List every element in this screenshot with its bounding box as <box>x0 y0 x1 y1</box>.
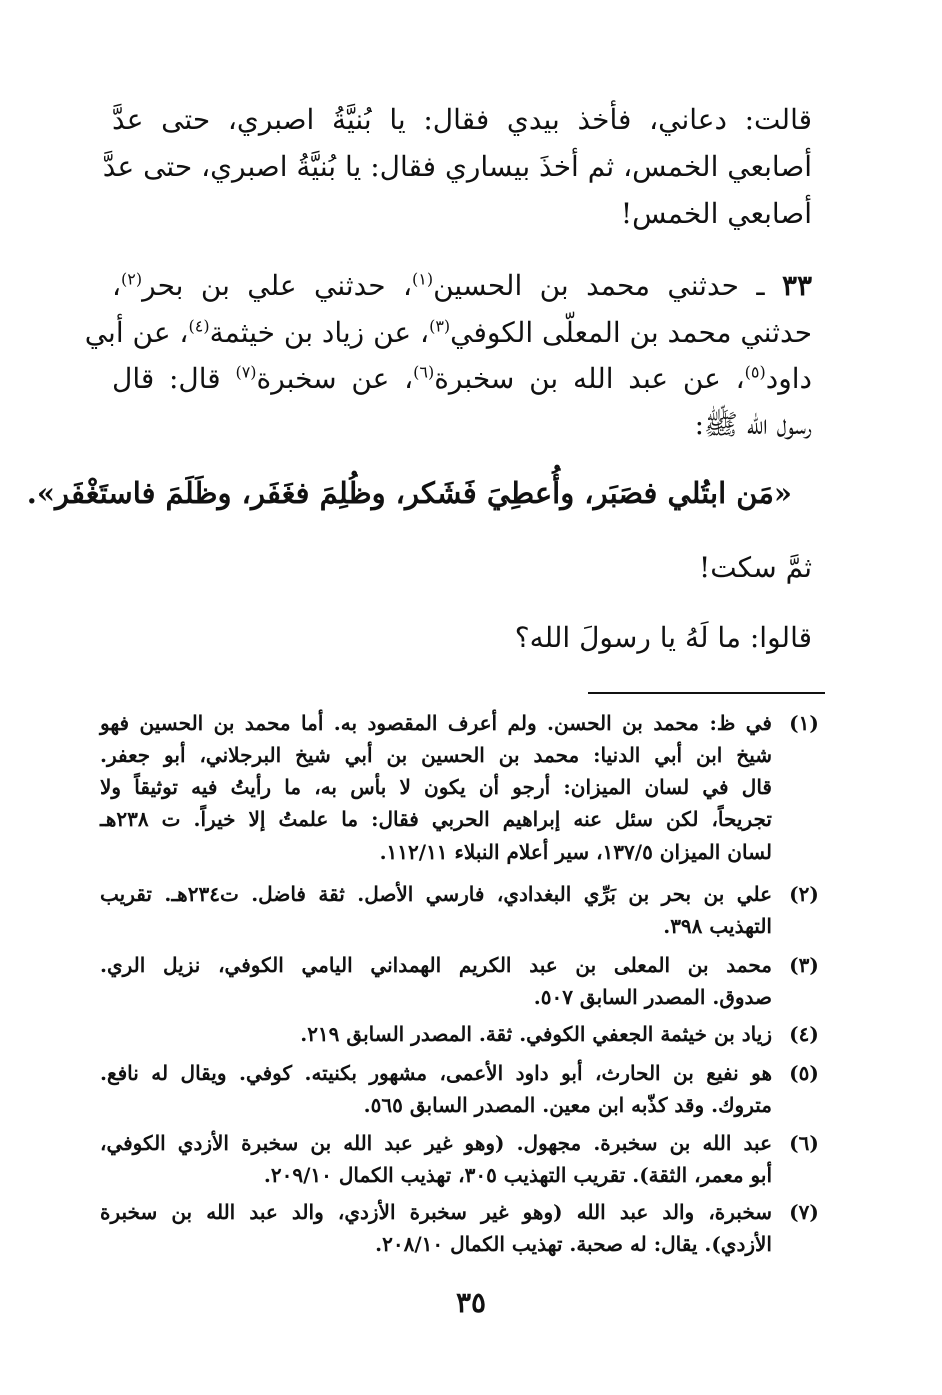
footnote-ref: (٢) <box>121 269 143 289</box>
footnote-line: زياد بن خيثمة الجعفي الكوفي. ثقة. المصدر السابق ٢١٩. <box>300 1022 772 1046</box>
footnote-number: (٦) <box>789 1131 819 1155</box>
footnote-number: (٣) <box>789 953 819 977</box>
footnote-line: تجريحاً، لكن سئل عنه إبراهيم الحربي فقال: ما علمتُ إلا خيراً. ت ٢٣٨هـ <box>100 807 772 831</box>
footnote-line: صدوق. المصدر السابق ٥٠٧. <box>533 985 772 1009</box>
text-line: أصابعي الخمس! <box>620 197 812 230</box>
isnad-line: داود$^{(٥)}$، عن عبد الله بن سخبرة$^{(٦)}$، عن سخبرة$^{(٧)}$ قال: قال <box>112 362 813 395</box>
footnote-line: محمد بن المعلى بن عبد الكريم الهمداني اليامي الكوفي، نزيل الري. <box>100 953 772 977</box>
text-line: قالت: دعاني، فأخذ بيدي فقال: يا بُنيَّةُ اصبري، حتى عدَّ <box>112 103 812 136</box>
isnad-line: رسول الله ﷺ: <box>694 408 812 441</box>
isnad-line: ٣٣ ـ حدثني محمد بن الحسين$^{(١)}$، حدثني علي بن بحر$^{(٢)}$، <box>112 269 813 302</box>
footnote-ref: (٣) <box>429 316 451 336</box>
footnote-ref: (٦) <box>413 362 435 382</box>
footnote-ref: (٤) <box>188 316 210 336</box>
footnote-number: (٥) <box>789 1061 819 1085</box>
text-line: قالوا: ما لَهُ يا رسولَ الله؟ <box>514 621 812 654</box>
footnote-ref: (٧) <box>235 362 257 382</box>
footnote-line: سخبرة، والد عبد الله (وهو غير سخبرة الأزدي، والد عبد الله بن سخبرة <box>100 1200 772 1224</box>
footnote-line: التهذيب ٣٩٨. <box>663 914 772 938</box>
footnote-ref: (٥) <box>744 362 766 382</box>
text-line: أصابعي الخمس، ثم أخذَ بيساري فقال: يا بُنيَّةُ اصبري، حتى عدَّ <box>102 150 812 183</box>
footnote-line: أبو معمر، الثقة). تقريب التهذيب ٣٠٥، تهذيب الكمال ٢٠٩/١٠. <box>263 1163 772 1187</box>
text-line: ثمَّ سكت! <box>699 551 812 584</box>
hadith-text: «مَن ابتُلي فصَبَر، وأُعطِيَ فَشَكر، وظُلِمَ فغَفَر، وظَلَمَ فاستَغْفَر». <box>26 476 792 510</box>
footnote-line: لسان الميزان ١٣٧/٥، سير أعلام النبلاء ١١٢/١١. <box>379 840 772 864</box>
footnote-number: (٢) <box>789 882 819 906</box>
footnote-line: عبد الله بن سخبرة. مجهول. (وهو غير عبد الله بن سخبرة الأزدي الكوفي، <box>100 1131 772 1155</box>
isnad-line: حدثني محمد بن المعلّى الكوفي$^{(٣)}$، عن زياد بن خيثمة$^{(٤)}$، عن أبي <box>84 316 812 349</box>
footnote-number: (٤) <box>789 1022 819 1046</box>
footnote-separator <box>588 692 825 694</box>
footnote-line: علي بن بحر بن بَرِّي البغدادي، فارسي الأصل. ثقة فاضل. ت٢٣٤هـ. تقريب <box>100 882 772 906</box>
footnote-number: (٧) <box>789 1200 819 1224</box>
hadith-number: ٣٣ <box>781 269 813 302</box>
footnote-ref: (١) <box>412 269 434 289</box>
footnote-line: شيخ ابن أبي الدنيا: محمد بن الحسين بن أبي شيخ البرجلاني، أبو جعفر. <box>100 743 772 767</box>
footnote-line: متروك. وقد كذّبه ابن معين. المصدر السابق ٥٦٥. <box>363 1093 772 1117</box>
footnote-line: في ظ: محمد بن الحسن. ولم أعرف المقصود به. أما محمد بن الحسين فهو <box>100 711 772 735</box>
footnote-number: (١) <box>789 711 819 735</box>
footnote-line: هو نفيع بن الحارث، أبو داود الأعمى، مشهور بكنيته. كوفي. ويقال له نافع. <box>100 1061 772 1085</box>
footnote-line: قال في لسان الميزان: أرجو أن يكون لا بأس به، ما رأيتُ فيه توثيقاً ولا <box>100 775 772 799</box>
page-number: ٣٥ <box>455 1286 487 1319</box>
footnote-line: الأزدي). يقال: له صحبة. تهذيب الكمال ٢٠٨/١٠. <box>375 1232 772 1256</box>
